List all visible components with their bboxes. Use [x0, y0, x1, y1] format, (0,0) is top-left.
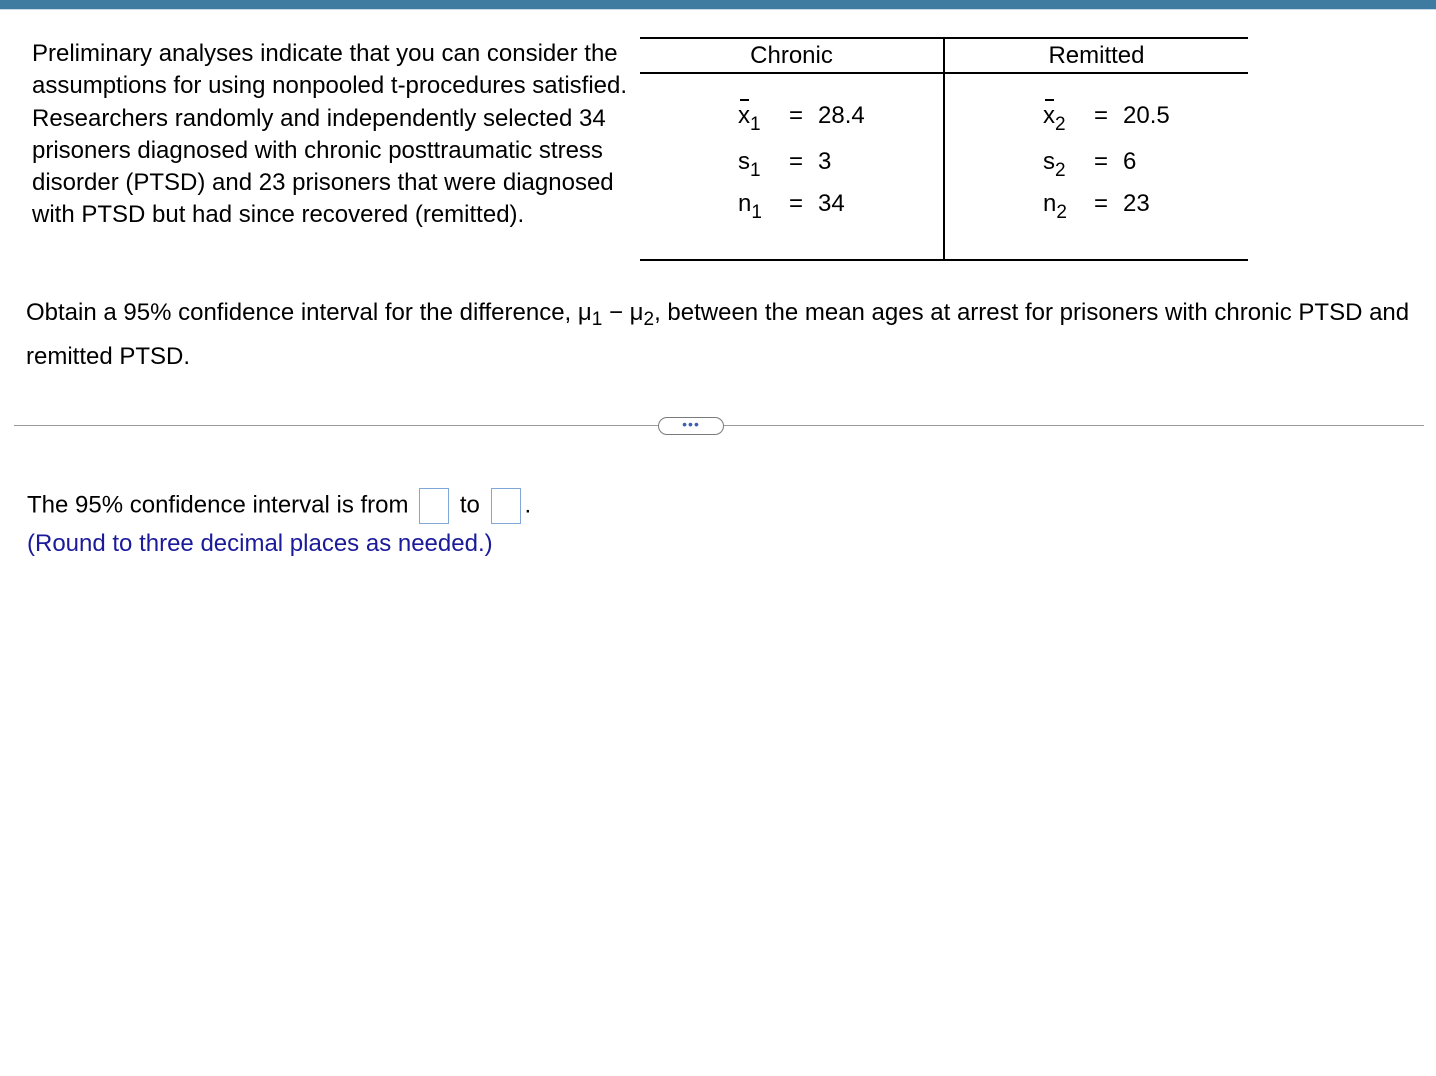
remitted-mean-eq: =: [1094, 102, 1109, 129]
question-text: Obtain a 95% confidence interval for the difference, $\mu_1 - \mu_2$, between the mean ages at arrest for prisoners with chronic PTSD and remitted PTSD.: [26, 299, 1410, 370]
remitted-mean-value: 20.5: [1123, 102, 1170, 129]
rounding-hint: (Round to three decimal places as needed.): [27, 530, 493, 557]
answer-line: [27, 485, 531, 525]
more-options-button[interactable]: •••: [658, 417, 724, 435]
data-table: [640, 37, 1248, 261]
chronic-mean-sub: 1: [750, 114, 761, 135]
answer-prefix: The 95% confidence interval is from: [27, 491, 409, 519]
remitted-n-eq: =: [1094, 190, 1109, 217]
mu-symbol: μ: [577, 299, 592, 326]
top-bar-line: [0, 9, 1436, 10]
answer-middle: to: [459, 491, 480, 519]
chronic-column: [640, 39, 943, 259]
remitted-sd-eq: =: [1094, 148, 1109, 175]
top-bar: [0, 0, 1436, 9]
chronic-mean-value: 28.4: [818, 102, 865, 129]
chronic-mean-eq: =: [789, 102, 804, 129]
remitted-mean-sub: 2: [1055, 114, 1066, 135]
remitted-column: [943, 39, 1248, 259]
answer-suffix: .: [524, 491, 532, 519]
chronic-sd-symbol: s: [738, 148, 750, 175]
chronic-n-eq: =: [789, 190, 804, 217]
remitted-mean-symbol: x: [1043, 102, 1055, 129]
mean-bar: [740, 99, 749, 101]
chronic-n-symbol: n: [738, 190, 752, 217]
remitted-sd-sub: 2: [1055, 160, 1066, 181]
remitted-sd-symbol: s: [1043, 148, 1055, 175]
mean-bar: [1045, 99, 1054, 101]
remitted-n-symbol: n: [1043, 190, 1057, 217]
chronic-mean-symbol: x: [738, 102, 750, 129]
remitted-header: Remitted: [945, 39, 1248, 74]
chronic-n-value: 34: [818, 190, 845, 217]
remitted-n-value: 23: [1123, 190, 1150, 217]
chronic-sd-value: 3: [818, 148, 832, 175]
chronic-sd-sub: 1: [750, 160, 761, 181]
remitted-sd-value: 6: [1123, 148, 1137, 175]
intro-text: Preliminary analyses indicate that you can consider the assumptions for using nonpooled t-procedures satisfied. Researchers randomly and independently selected 34 prisoners diagnosed with chronic posttraumatic stress disorder (PTSD) and 23 prisoners that were diagnosed with PTSD but had since recovered (remitted).: [32, 40, 628, 229]
remitted-n-sub: 2: [1056, 202, 1067, 223]
upper-bound-input[interactable]: [491, 488, 521, 524]
chronic-n-sub: 1: [751, 202, 762, 223]
chronic-sd-eq: =: [789, 148, 804, 175]
lower-bound-input[interactable]: [419, 488, 449, 524]
chronic-header: Chronic: [640, 39, 943, 74]
mu-symbol: μ: [629, 299, 644, 326]
